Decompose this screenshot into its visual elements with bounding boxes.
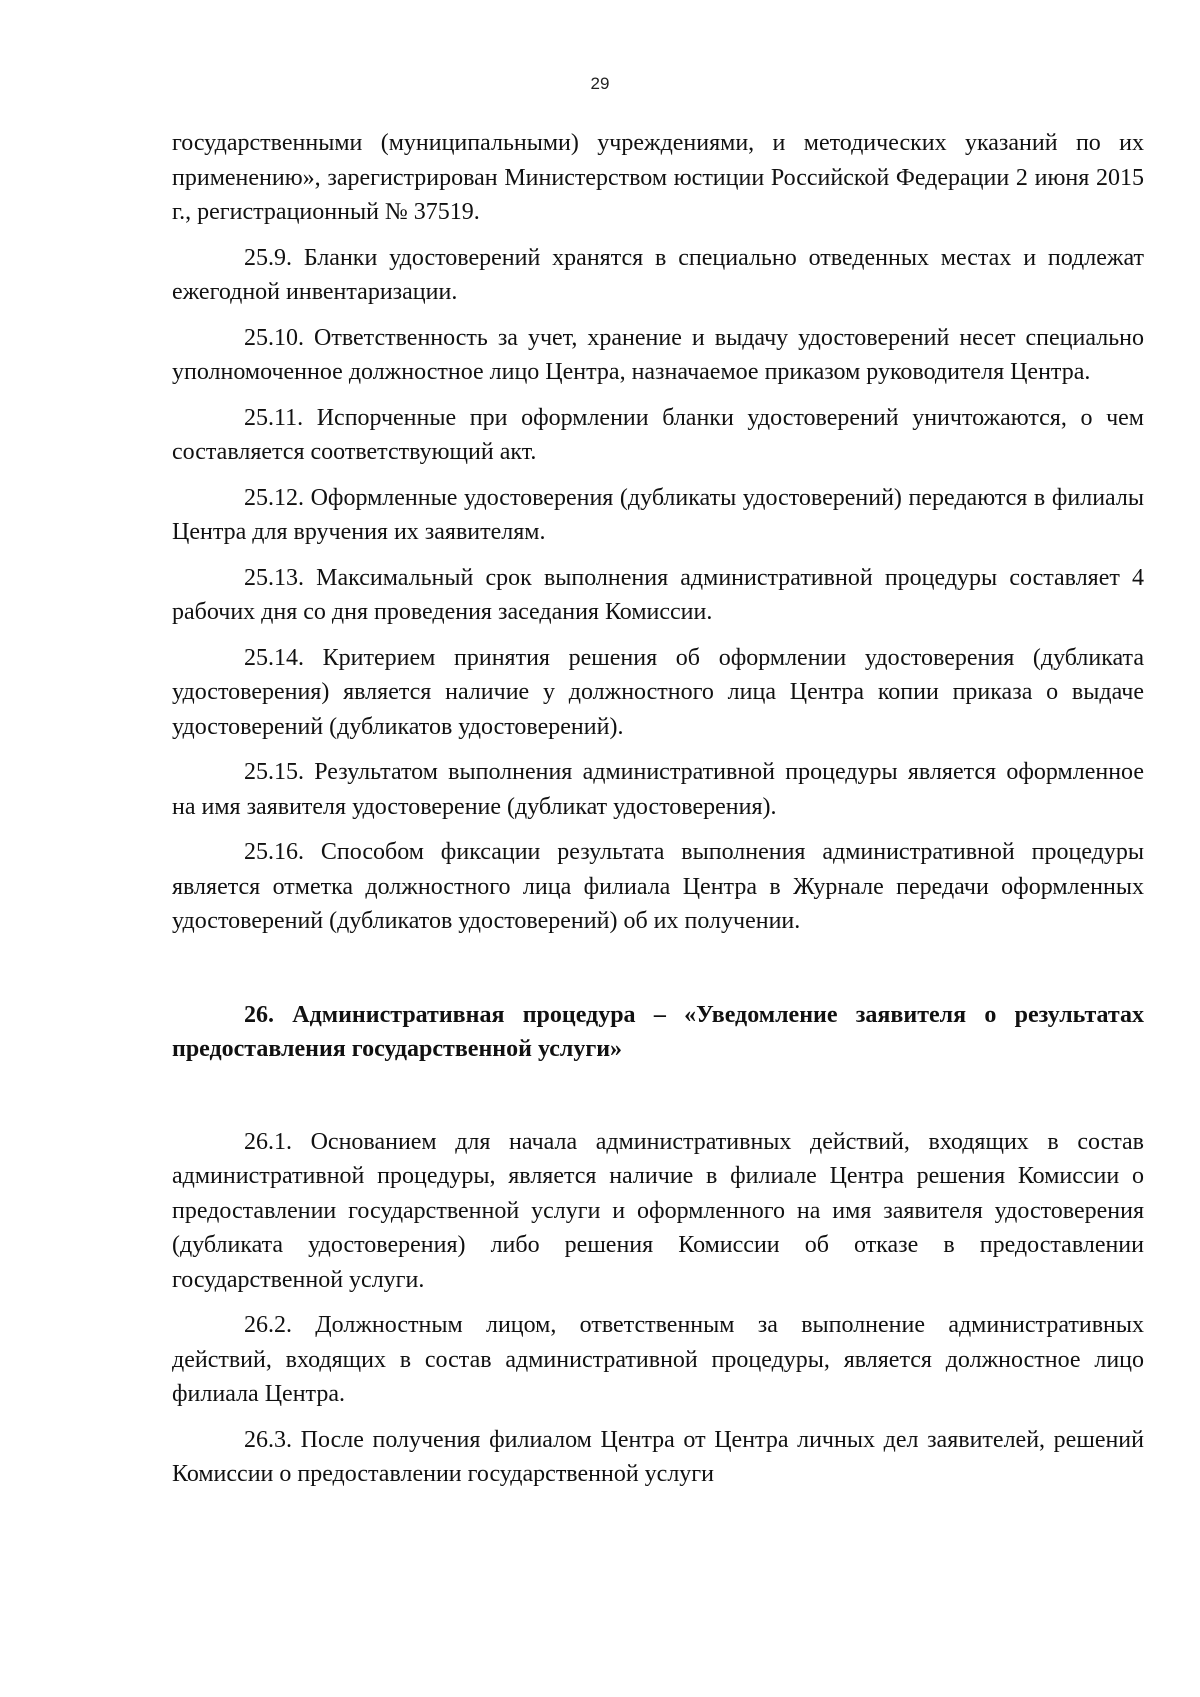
document-body bbox=[172, 126, 1144, 1503]
paragraph-25-16: 25.16. Способом фиксации результата выполнения административной процедуры является отметка должностного лица филиала Центра в Журнале передачи оформленных удостоверений (дубликатов удостоверений) об их получении. bbox=[172, 839, 1144, 934]
paragraph-25-12: 25.12. Оформленные удостоверения (дубликаты удостоверений) передаются в филиалы Центра для вручения их заявителям. bbox=[172, 484, 1144, 545]
paragraph-26-1: 26.1. Основанием для начала административных действий, входящих в состав административной процедуры, является наличие в филиале Центра решения Комиссии о предоставлении государственной услуги и оформленного на имя заявителя удостоверения (дубликата удостоверения) либо решения Комиссии об отказе в предоставлении государственной услуги. bbox=[172, 1128, 1144, 1293]
paragraph-continuation: государственными (муниципальными) учреждениями, и методических указаний по их применению», зарегистрирован Министерством юстиции Российской Федерации 2 июня 2015 г., регистрационный № 37519. bbox=[172, 130, 1144, 225]
paragraph-25-11: 25.11. Испорченные при оформлении бланки удостоверений уничтожаются, о чем составляется соответствующий акт. bbox=[172, 404, 1144, 465]
paragraph-25-14: 25.14. Критерием принятия решения об оформлении удостоверения (дубликата удостоверения) является наличие у должностного лица Центра копии приказа о выдаче удостоверений (дубликатов удостоверений). bbox=[172, 644, 1144, 740]
paragraph-25-10: 25.10. Ответственность за учет, хранение и выдачу удостоверений несет специально уполномоченное должностное лицо Центра, назначаемое приказом руководителя Центра. bbox=[172, 324, 1144, 385]
section-title: Административная процедура – «Уведомление заявителя о результатах предоставления государственной услуги» bbox=[172, 1001, 1144, 1062]
paragraph-25-13: 25.13. Максимальный срок выполнения административной процедуры составляет 4 рабочих дня со дня проведения заседания Комиссии. bbox=[172, 564, 1144, 625]
page-number: 29 bbox=[590, 74, 610, 93]
paragraph-26-3: 26.3. После получения филиалом Центра от Центра личных дел заявителей, решений Комиссии о предоставлении государственной услуги bbox=[172, 1426, 1144, 1487]
section-heading bbox=[172, 998, 1144, 1067]
paragraph-25-15: 25.15. Результатом выполнения административной процедуры является оформленное на имя заявителя удостоверение (дубликат удостоверения). bbox=[172, 759, 1144, 820]
section-number: 26. bbox=[244, 1001, 274, 1028]
paragraph-26-2: 26.2. Должностным лицом, ответственным за выполнение административных действий, входящих в состав административной процедуры, является должностное лицо филиала Центра. bbox=[172, 1312, 1144, 1407]
paragraph-25-9: 25.9. Бланки удостоверений хранятся в специально отведенных местах и подлежат ежегодной инвентаризации. bbox=[172, 244, 1144, 305]
